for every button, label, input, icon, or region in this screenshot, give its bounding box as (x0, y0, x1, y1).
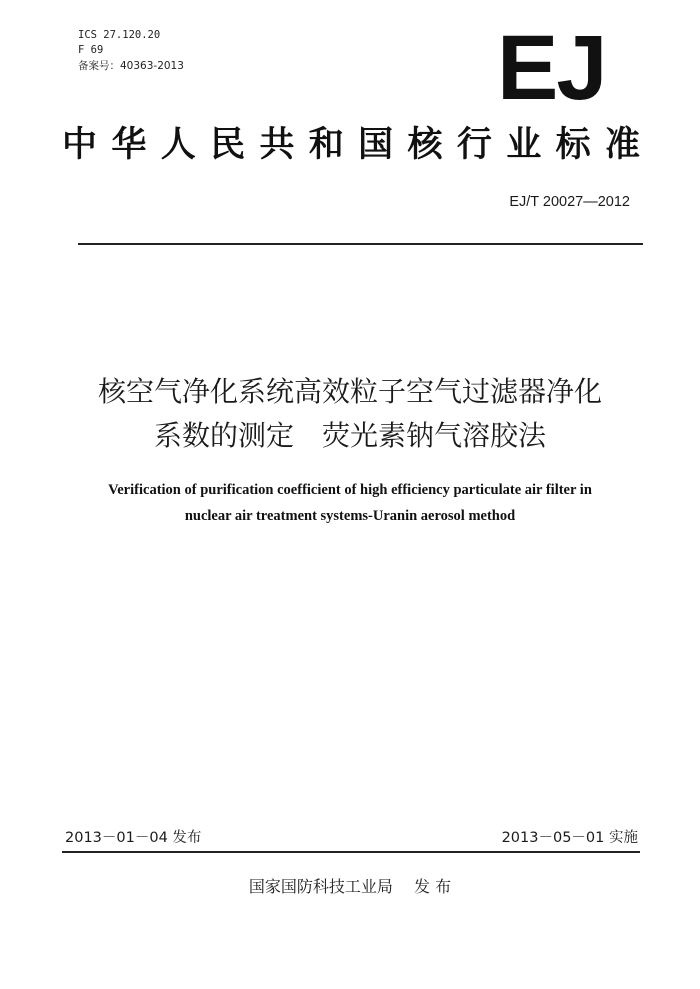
issuer-action: 发 布 (414, 877, 452, 896)
ics-code: ICS 27.120.20 (78, 29, 161, 41)
record-number: 备案号：40363-2013 (78, 60, 184, 72)
implementation-date: 2013－05－01 实施 (501, 830, 638, 846)
top-divider (78, 243, 643, 245)
standard-category-title: 中华人民共和国核行业标准 (62, 125, 640, 165)
issuer-line (0, 876, 700, 898)
issue-date: 2013－01－04 发布 (65, 830, 202, 846)
issuer-name: 国家国防科技工业局 (248, 877, 393, 896)
ccs-code: F 69 (78, 44, 104, 56)
chinese-title-line-2: 系数的测定 荧光素钠气溶胶法 (153, 419, 546, 452)
bottom-divider (62, 851, 640, 853)
chinese-title-line-1: 核空气净化系统高效粒子空气过滤器净化 (97, 375, 602, 408)
english-title-line-1: Verification of purification coefficient of high efficiency particulate air filter in (108, 482, 592, 498)
ej-logo: EJ (497, 17, 606, 119)
english-title-line-2: nuclear air treatment systems-Uranin aerosol method (184, 508, 516, 524)
standard-number: EJ/T 20027—2012 (509, 194, 630, 210)
